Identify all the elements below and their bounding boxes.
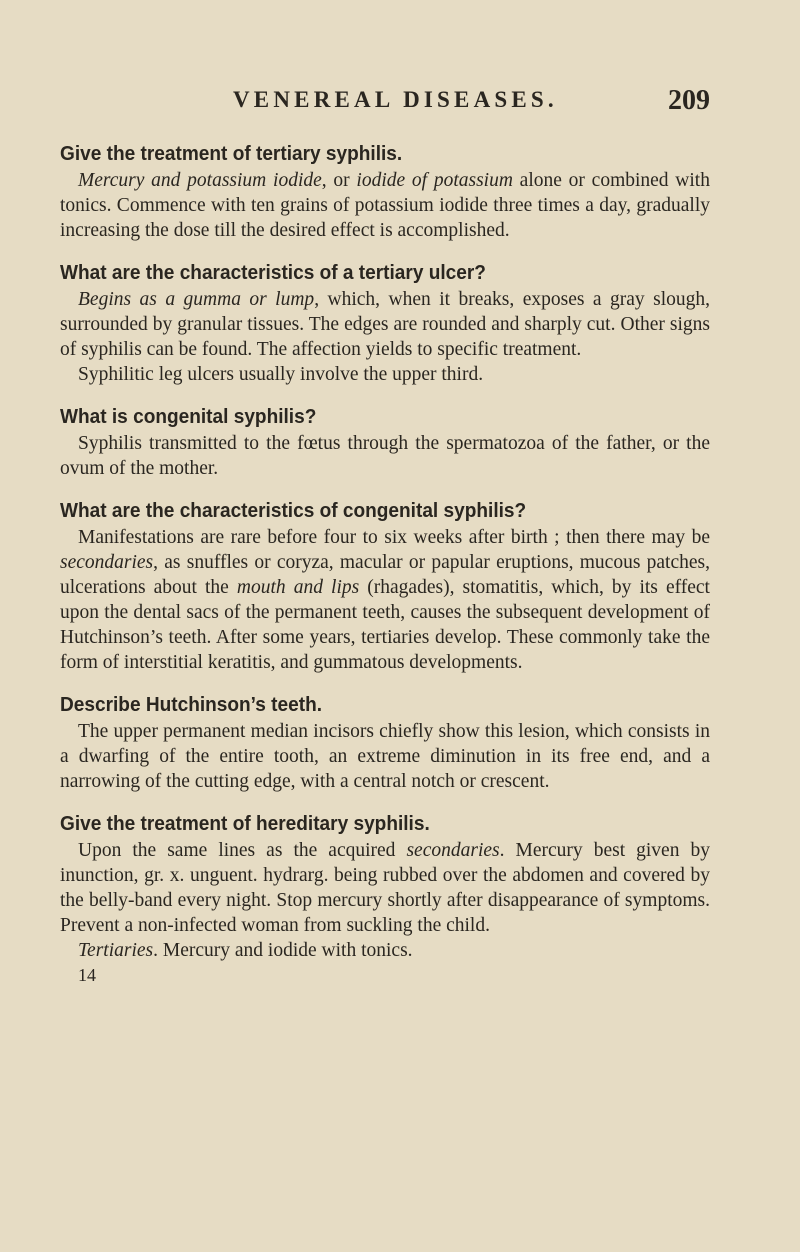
italic-text: iodide of potassium bbox=[356, 170, 513, 191]
qa-section bbox=[60, 403, 710, 481]
qa-section bbox=[60, 691, 710, 794]
question-heading: What are the characteristics of congenital syphilis? bbox=[60, 499, 527, 522]
question-heading: Give the treatment of hereditary syphilis. bbox=[60, 812, 430, 835]
text-run: , or bbox=[321, 170, 357, 191]
italic-text: Mercury and potassium iodide bbox=[78, 170, 322, 191]
text-run: . Mercury and iodide with tonics. bbox=[153, 940, 413, 961]
running-head bbox=[0, 85, 800, 119]
answer-paragraph bbox=[60, 938, 710, 963]
question-heading: Describe Hutchinson’s teeth. bbox=[60, 693, 323, 716]
italic-text: secondaries bbox=[60, 552, 154, 573]
page-body bbox=[60, 140, 710, 987]
answer-paragraph bbox=[60, 838, 710, 938]
text-run: alone or combined with tonics. Commence with ten grains of potassium iodide three times a day, gradually increasing the dose till the desired effect is accomplished. bbox=[60, 170, 710, 241]
page-number: 209 bbox=[668, 85, 710, 116]
text-run: The upper permanent median incisors chiefly show this lesion, which consists in a dwarfing of the entire tooth, an extreme diminution in its free end, and a narrowing of the cutting edge, with a central notch or crescent. bbox=[60, 721, 710, 792]
answer-paragraph bbox=[60, 431, 710, 481]
answer-paragraph bbox=[60, 287, 710, 362]
answer-paragraph bbox=[60, 168, 710, 243]
question-heading: What are the characteristics of a tertiary ulcer? bbox=[60, 261, 486, 284]
qa-section bbox=[60, 259, 710, 387]
italic-text: Tertiaries bbox=[78, 940, 154, 961]
answer-paragraph bbox=[60, 362, 710, 387]
question-heading: What is congenital syphilis? bbox=[60, 405, 317, 428]
text-run: Upon the same lines as the acquired bbox=[78, 840, 407, 861]
text-run: , which, when it breaks, exposes a gray slough, surrounded by granular tissues. The edges are rounded and sharply cut. Other signs of syphilis can be found. The affection yields to specific treatment. bbox=[60, 289, 710, 360]
text-run: Syphilitic leg ulcers usually involve the upper third. bbox=[78, 364, 484, 385]
qa-section bbox=[60, 497, 710, 675]
text-run: Manifestations are rare before four to six weeks after birth ; then there may be bbox=[78, 527, 710, 548]
qa-section bbox=[60, 140, 710, 243]
italic-text: Begins as a gumma or lump bbox=[78, 289, 315, 310]
answer-paragraph bbox=[60, 719, 710, 794]
italic-text: mouth and lips bbox=[236, 577, 360, 598]
text-run: Syphilis transmitted to the fœtus through the spermatozoa of the father, or the ovum of the mother. bbox=[60, 433, 710, 479]
text-run: . Mercury best given by inunction, gr. x. unguent. hydrarg. being rubbed over the abdomen and covered by the belly-band every night. Stop mercury shortly after disappearance of symptoms. Prevent a non-infected woman from suckling the child. bbox=[60, 840, 710, 936]
question-heading: Give the treatment of tertiary syphilis. bbox=[60, 142, 403, 165]
text-run: , as snuffles or coryza, macular or papular eruptions, mucous patches, ulcerations about the bbox=[60, 552, 710, 598]
running-title: VENEREAL DISEASES. bbox=[233, 87, 558, 112]
italic-text: secondaries bbox=[406, 840, 500, 861]
text-run: (rhagades), stomatitis, which, by its effect upon the dental sacs of the permanent teeth, causes the subsequent development of Hutchinson’s teeth. After some years, tertiaries develop. These commonly take the form of interstitial keratitis, and gummatous developments. bbox=[60, 577, 710, 673]
answer-paragraph bbox=[60, 525, 710, 675]
signature-mark: 14 bbox=[78, 965, 96, 985]
qa-section bbox=[60, 810, 710, 963]
